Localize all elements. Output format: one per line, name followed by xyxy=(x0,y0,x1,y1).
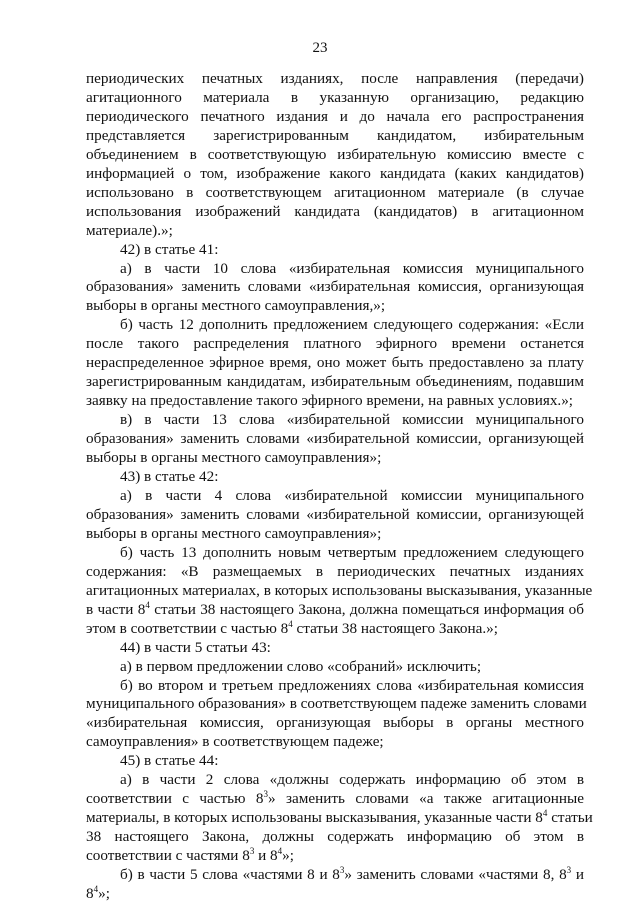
page-number: 23 xyxy=(312,40,328,56)
paragraph-p-42a xyxy=(86,260,584,317)
text-line: образования» заменить словами «избирательная комиссия, организующая xyxy=(86,278,584,296)
text-line: а) в части 10 слова «избирательная комиссия муниципального xyxy=(120,259,584,277)
paragraph-p-45 xyxy=(86,752,584,771)
text-segment: соответствии с частями 8 xyxy=(86,847,250,865)
text-line: агитационного материала в указанную организацию, редакцию xyxy=(86,88,584,106)
text-line: информацией о том, изображение какого кандидата (каких кандидатов) xyxy=(86,164,584,182)
paragraph-p-43 xyxy=(86,468,584,487)
text-segment: статьи xyxy=(547,809,593,827)
superscript: 4 xyxy=(542,808,548,819)
text-line xyxy=(86,601,584,620)
paragraph-p-42 xyxy=(86,241,584,260)
superscript: 4 xyxy=(93,883,99,894)
text-line: после такого распределения платного эфирного времени останется xyxy=(86,335,584,353)
text-segment: материалы, в которых использованы высказывания, указанные части 8 xyxy=(86,809,543,827)
text-line: содержания: «В размещаемых в периодических печатных изданиях xyxy=(86,562,584,580)
text-segment: »; xyxy=(282,847,294,865)
text-line: представляется зарегистрированным кандидатом, избирательным xyxy=(86,126,584,144)
document-body xyxy=(86,70,593,904)
text-line xyxy=(86,885,584,904)
text-line: в) в части 13 слова «избирательной комиссии муниципального xyxy=(120,411,584,429)
text-segment: б) в части 5 слова «частями 8 и 8 xyxy=(120,866,340,884)
text-line: образования» заменить словами «избирательной комиссии, организующей xyxy=(86,505,584,523)
paragraph-p-44 xyxy=(86,639,584,658)
text-line: агитационных материалах, в которых использованы высказывания, указанные xyxy=(86,581,593,599)
superscript: 3 xyxy=(249,846,255,857)
paragraph-p-42b xyxy=(86,316,584,411)
text-segment: в части 8 xyxy=(86,600,146,618)
text-line: заявку на предоставление такого эфирного времени, на равных условиях.»; xyxy=(86,392,574,410)
text-line: материале).»; xyxy=(86,221,173,239)
text-line: зарегистрированным кандидатам, избирательным объединениям, подавшим xyxy=(86,373,584,391)
text-line: а) в первом предложении слово «собраний» исключить; xyxy=(120,657,482,675)
text-segment: статьи 38 настоящего Закона.»; xyxy=(292,619,498,637)
superscript: 3 xyxy=(566,865,572,876)
text-line: б) часть 13 дополнить новым четвертым предложением следующего xyxy=(120,543,584,561)
text-segment: » заменить словами «а также агитационные xyxy=(267,790,584,808)
text-line: образования» заменить словами «избирательной комиссии, организующей xyxy=(86,430,584,448)
text-line: 44) в части 5 статьи 43: xyxy=(120,638,271,656)
text-line xyxy=(86,866,584,885)
text-line: а) в части 4 слова «избирательной комиссии муниципального xyxy=(120,486,584,504)
text-segment: соответствии с частью 8 xyxy=(86,790,264,808)
paragraph-p-continuation xyxy=(86,70,584,241)
paragraph-p-44b xyxy=(86,676,587,753)
text-line xyxy=(86,847,584,866)
paragraph-p-42v xyxy=(86,411,584,468)
text-segment: и xyxy=(571,866,585,884)
text-segment: статьи 38 настоящего Закона, должна помещаться информация об xyxy=(149,600,585,618)
text-line xyxy=(86,790,584,809)
text-line: 38 настоящего Закона, должны содержать информацию об этом в xyxy=(86,828,584,846)
superscript: 4 xyxy=(288,618,293,629)
superscript: 4 xyxy=(145,599,150,610)
text-line: выборы в органы местного самоуправления»; xyxy=(86,449,382,467)
text-line: 43) в статье 42: xyxy=(120,468,219,486)
paragraph-p-45a xyxy=(86,771,593,866)
text-line: периодических печатных изданиях, после направления (передачи) xyxy=(86,70,584,87)
text-line: использования изображений кандидата (кандидатов) в агитационном xyxy=(86,202,584,220)
text-line: нераспределенное эфирное время, оно может быть предоставлено за плату xyxy=(86,354,584,372)
paragraph-p-43b xyxy=(86,543,593,639)
text-line: б) во втором и третьем предложениях слова «избирательная комиссия xyxy=(120,676,584,694)
text-line: самоуправления» в соответствующем падеже; xyxy=(86,733,384,751)
text-line: б) часть 12 дополнить предложением следующего содержания: «Если xyxy=(120,316,584,334)
text-segment: »; xyxy=(98,884,110,902)
superscript: 3 xyxy=(263,789,268,800)
text-line: 42) в статье 41: xyxy=(120,240,219,258)
text-line: а) в части 2 слова «должны содержать информацию об этом в xyxy=(120,771,584,789)
superscript: 4 xyxy=(277,846,283,857)
paragraph-p-43a xyxy=(86,487,584,544)
text-line: выборы в органы местного самоуправления,»; xyxy=(86,297,386,315)
text-line: «избирательная комиссия, организующая выборы в органы местного xyxy=(86,714,584,732)
text-segment: 8 xyxy=(86,884,94,902)
text-segment: и 8 xyxy=(254,847,278,865)
text-line: муниципального образования» в соответствующем падеже заменить словами xyxy=(86,695,587,713)
text-segment: этом в соответствии с частью 8 xyxy=(86,619,289,637)
text-line xyxy=(86,808,593,828)
text-line xyxy=(86,620,584,639)
text-line: периодического печатного издания и до начала его распространения xyxy=(86,107,584,125)
paragraph-p-45b xyxy=(86,866,584,904)
text-line: объединением в соответствующую избирательную комиссию вместе с xyxy=(86,145,584,163)
superscript: 3 xyxy=(339,865,345,876)
text-line: 45) в статье 44: xyxy=(120,752,219,770)
text-line: использовано в соответствующем агитационном материале (в случае xyxy=(86,183,584,201)
text-segment: » заменить словами «частями 8, 8 xyxy=(344,866,567,884)
paragraph-p-44a xyxy=(86,658,584,677)
text-line: выборы в органы местного самоуправления»; xyxy=(86,524,382,542)
